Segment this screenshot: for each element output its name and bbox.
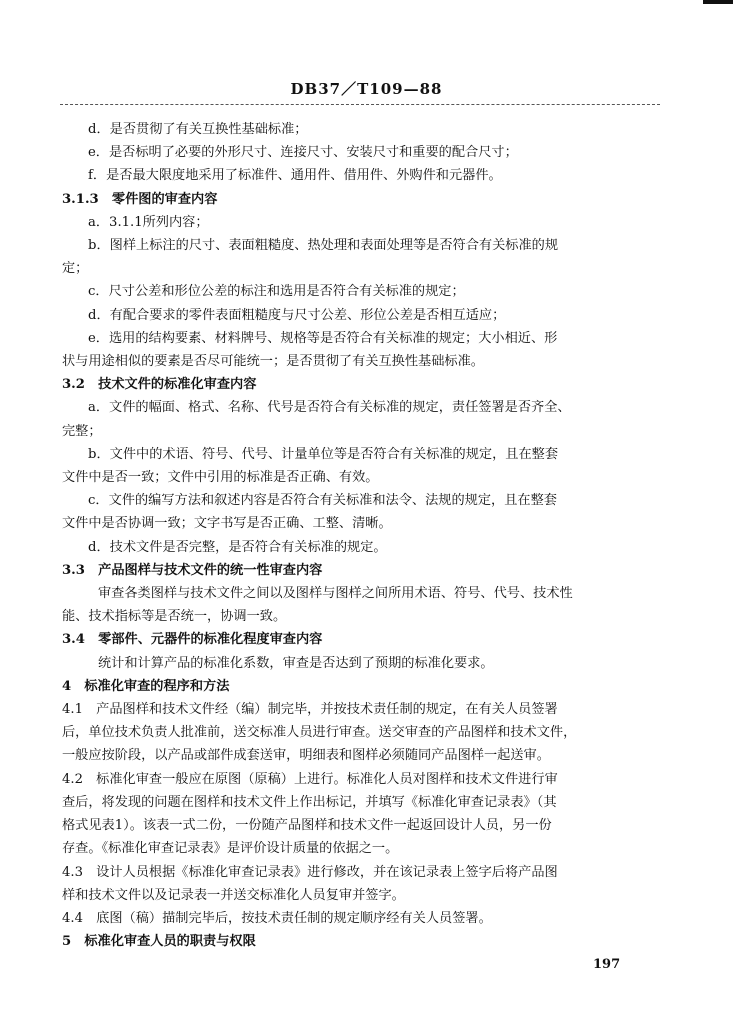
section-heading: 3.4 零部件、元器件的标准化程度审查内容 [62,632,323,648]
text-line: 4.2 标准化审查一般应在原图（原稿）上进行。标准化人员对图样和技术文件进行审 [62,771,558,787]
text-line: 定； [62,261,89,277]
text-line: 完整； [62,423,102,439]
text-line: b．图样上标注的尺寸、表面粗糙度、热处理和表面处理等是否符合有关标准的规 [88,238,559,254]
text-line: d．有配合要求的零件表面粗糙度与尺寸公差、形位公差是否相互适应； [88,307,506,323]
text-line: c．文件的编写方法和叙述内容是否符合有关标准和法令、法规的规定，且在整套 [88,493,557,509]
section-heading: 5 标准化审查人员的职责与权限 [62,934,256,950]
page-number: 197 [593,957,621,972]
document-body [62,118,647,953]
text-line: f．是否最大限度地采用了标准件、通用件、借用件、外购件和元器件。 [88,168,502,184]
text-line: a．文件的幅面、格式、名称、代号是否符合有关标准的规定，责任签署是否齐全、 [88,400,571,416]
section-heading: 3.3 产品图样与技术文件的统一性审查内容 [62,562,323,578]
section-heading: 3.1.3 零件图的审查内容 [62,191,218,207]
text-line: e．是否标明了必要的外形尺寸、连接尺寸、安装尺寸和重要的配合尺寸； [88,145,518,161]
text-line: 4.1 产品图样和技术文件经（编）制完毕，并按技术责任制的规定，在有关人员签署 [62,702,558,718]
text-line: 样和技术文件以及记录表一并送交标准化人员复审并签字。 [62,887,405,903]
text-line: c．尺寸公差和形位公差的标注和选用是否符合有关标准的规定； [88,284,465,300]
text-line: 格式见表1）。该表一式二份，一份随产品图样和技术文件一起返回设计人员，另一份 [62,818,552,834]
scan-corner-mark [703,0,733,4]
text-line: d．技术文件是否完整，是否符合有关标准的规定。 [88,539,387,555]
text-line: a．3.1.1所列内容； [88,214,209,230]
text-line: 存查。《标准化审查记录表》是评价设计质量的依据之一。 [62,841,399,857]
document-code-header: DB37／T109—88 [290,80,443,98]
section-heading: 4 标准化审查的程序和方法 [62,678,230,694]
text-line: 查后，将发现的问题在图样和技术文件上作出标记，并填写《标准化审查记录表》（其 [62,794,557,810]
text-line: d．是否贯彻了有关互换性基础标准； [88,122,308,137]
text-line: 状与用途相似的要素是否尽可能统一；是否贯彻了有关互换性基础标准。 [62,354,484,370]
header-rule [60,104,660,105]
text-line: 统计和计算产品的标准化系数，审查是否达到了预期的标准化要求。 [98,655,494,671]
text-line: 能、技术指标等是否统一，协调一致。 [62,609,287,625]
text-line: 审查各类图样与技术文件之间以及图样与图样之间所用术语、符号、代号、技术性 [98,586,573,602]
text-line: 一般应按阶段，以产品或部件成套送审，明细表和图样必须随同产品图样一起送审。 [62,748,550,764]
text-line: 4.4 底图（稿）描制完毕后，按技术责任制的规定顺序经有关人员签署。 [62,910,492,926]
text-line: 文件中是否一致；文件中引用的标准是否正确、有效。 [62,470,379,486]
section-heading: 3.2 技术文件的标准化审查内容 [62,377,257,393]
text-line: b．文件中的术语、符号、代号、计量单位等是否符合有关标准的规定，且在整套 [88,446,559,462]
text-line: 4.3 设计人员根据《标准化审查记录表》进行修改，并在该记录表上签字后将产品图 [62,864,558,880]
text-line: 后，单位技术负责人批准前，送交标准人员进行审查。送交审查的产品图样和技术文件， [62,725,577,741]
text-line: 文件中是否协调一致；文字书写是否正确、工整、清晰。 [62,516,392,532]
text-line: e．选用的结构要素、材料牌号、规格等是否符合有关标准的规定；大小相近、形 [88,330,558,346]
